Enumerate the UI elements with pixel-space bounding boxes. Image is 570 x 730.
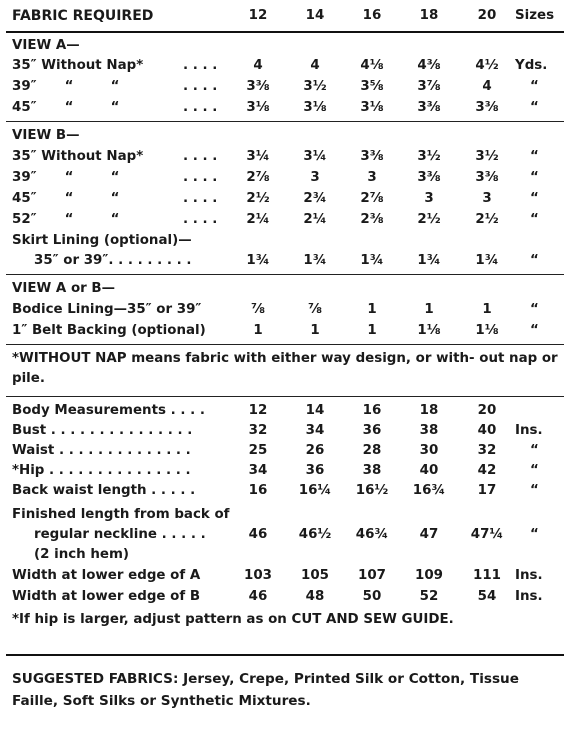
body-measurements-label: Body Measurements . . . . [12,403,205,418]
size-18-heading: 18 [419,8,439,23]
value-20: 3 [482,191,492,206]
value-12: 16 [248,483,268,498]
sizes-label: Sizes [515,8,555,23]
divider [6,654,564,656]
value-12: 25 [248,443,268,458]
finished-length-row [0,525,570,545]
size-16-heading: 16 [362,8,382,23]
view-b-row [0,168,570,188]
row-label: 35″ Without Nap* [12,58,144,73]
unit: Ins. [515,589,543,604]
unit: “ [530,212,539,227]
value-20: 17 [477,483,497,498]
value-12: 3⅜ [246,79,270,94]
row-label: Bodice Lining—35″ or 39″ [12,302,202,317]
value-18: 1 [424,302,434,317]
value-14: 3 [310,170,320,185]
view-b-row [0,210,570,230]
value-18: 3½ [417,149,441,164]
value-14: 1 [310,323,320,338]
body-row [0,421,570,441]
value-14: 36 [305,463,325,478]
value-18: 3⅜ [417,170,441,185]
unit: “ [530,253,539,268]
view-ab-row [0,300,570,320]
unit: “ [530,170,539,185]
value-20: 1 [482,302,492,317]
header-row [0,6,570,26]
unit: “ [530,443,539,458]
value-20: 111 [473,568,501,583]
row-label: Bust . . . . . . . . . . . . . . . [12,423,193,438]
value-18: 40 [419,463,439,478]
size-14-heading: 14 [305,8,325,23]
value-20: 42 [477,463,497,478]
value-20: 32 [477,443,497,458]
value-16: 3⅛ [360,100,384,115]
value-20: 20 [477,403,497,418]
value-20: 40 [477,423,497,438]
value-18: 1⅛ [417,323,441,338]
value-14: 3⅛ [303,100,327,115]
leader-dots: . . . . [183,212,218,227]
value-16: 4⅛ [360,58,384,73]
body-row [0,461,570,481]
value-18: 4⅜ [417,58,441,73]
width-row [0,587,570,607]
finished-length-title-row [0,505,570,525]
value-16: 3⅝ [360,79,384,94]
value-18: 3⅞ [417,79,441,94]
hem-note-row [0,545,570,565]
row-label: 39″ “ “ [12,170,120,185]
value-12: 2½ [246,191,270,206]
value-20: 3⅜ [475,100,499,115]
view-a-row [0,77,570,97]
value-16: 38 [362,463,382,478]
row-label: Width at lower edge of B [12,589,201,604]
divider [6,274,564,275]
value-12: 2¼ [246,212,270,227]
row-label: 1″ Belt Backing (optional) [12,323,206,338]
value-14: 14 [305,403,325,418]
value-18: 52 [419,589,439,604]
value-20: 2½ [475,212,499,227]
leader-dots: . . . . [183,170,218,185]
value-14: 48 [305,589,325,604]
value-18: 3 [424,191,434,206]
value-20: 1⅛ [475,323,499,338]
value-14: 3¼ [303,149,327,164]
view-a-title: VIEW A— [12,38,80,53]
row-label: 52″ “ “ [12,212,120,227]
view-ab-row [0,321,570,341]
value-14: 46½ [298,527,332,542]
hem-note: (2 inch hem) [34,547,130,562]
value-14: 16¼ [298,483,332,498]
value-20: 4½ [475,58,499,73]
view-b-row [0,147,570,167]
value-16: 1 [367,323,377,338]
value-18: 18 [419,403,439,418]
view-ab-title: VIEW A or B— [12,281,116,296]
value-12: 103 [244,568,272,583]
value-14: ⅞ [308,302,322,317]
view-a-row [0,98,570,118]
value-20: 4 [482,79,492,94]
size-20-heading: 20 [477,8,497,23]
value-16: 16½ [355,483,389,498]
value-14: 34 [305,423,325,438]
value-16: 107 [358,568,386,583]
value-16: 28 [362,443,382,458]
value-18: 2½ [417,212,441,227]
value-12: 12 [248,403,268,418]
finished-length-label: Finished length from back of [12,507,230,522]
leader-dots: . . . . [183,149,218,164]
unit: “ [530,527,539,542]
value-12: 46 [248,527,268,542]
value-18: 109 [415,568,443,583]
row-label: 35″ Without Nap* [12,149,144,164]
skirt-lining-label: Skirt Lining (optional)— [12,233,192,248]
leader-dots: . . . . [183,191,218,206]
divider [6,121,564,122]
divider [6,344,564,345]
value-14: 1¾ [303,253,327,268]
skirt-lining-title-row [0,231,570,251]
view-ab-title-row [0,279,570,299]
skirt-lining-sub-label: 35″ or 39″. . . . . . . . . [34,253,192,268]
value-14: 2¾ [303,191,327,206]
unit: “ [530,483,539,498]
nap-note: *WITHOUT NAP means fabric with either way design, or with- out nap or pile. [12,351,558,386]
view-b-title-row [0,126,570,146]
value-12: 1¾ [246,253,270,268]
value-20: 1¾ [475,253,499,268]
unit: “ [530,463,539,478]
value-16: 50 [362,589,382,604]
value-16: 1 [367,302,377,317]
row-label: 45″ “ “ [12,100,120,115]
value-14: 26 [305,443,325,458]
value-12: 3¼ [246,149,270,164]
value-12: 4 [253,58,263,73]
value-18: 30 [419,443,439,458]
value-18: 3⅜ [417,100,441,115]
hip-note-row [0,610,570,630]
value-14: 2¼ [303,212,327,227]
value-20: 3½ [475,149,499,164]
row-label: Back waist length . . . . . [12,483,196,498]
row-label: 45″ “ “ [12,191,120,206]
divider [6,31,564,33]
value-12: 32 [248,423,268,438]
body-row [0,441,570,461]
value-16: 36 [362,423,382,438]
leader-dots: . . . . [183,79,218,94]
row-label: Width at lower edge of A [12,568,201,583]
unit: “ [530,79,539,94]
unit: “ [530,191,539,206]
unit: “ [530,149,539,164]
unit: “ [530,302,539,317]
body-header-row [0,401,570,421]
value-16: 46¾ [355,527,389,542]
value-14: 3½ [303,79,327,94]
value-14: 4 [310,58,320,73]
hip-note: *If hip is larger, adjust pattern as on CUT AND SEW GUIDE. [12,612,454,627]
value-12: 46 [248,589,268,604]
unit: Ins. [515,568,543,583]
value-18: 38 [419,423,439,438]
value-20: 54 [477,589,497,604]
size-12-heading: 12 [248,8,268,23]
value-18: 16¾ [412,483,446,498]
value-20: 3⅜ [475,170,499,185]
value-12: 34 [248,463,268,478]
unit: Ins. [515,423,543,438]
unit: Yds. [515,58,548,73]
value-16: 1¾ [360,253,384,268]
value-16: 2⅜ [360,212,384,227]
row-label: *Hip . . . . . . . . . . . . . . . [12,463,191,478]
skirt-lining-row [0,251,570,271]
leader-dots: . . . . [183,58,218,73]
divider [6,396,564,397]
row-label: 39″ “ “ [12,79,120,94]
value-12: 1 [253,323,263,338]
leader-dots: . . . . [183,100,218,115]
value-14: 105 [301,568,329,583]
row-label: Waist . . . . . . . . . . . . . . [12,443,191,458]
value-12: 2⅞ [246,170,270,185]
value-12: 3⅛ [246,100,270,115]
value-12: ⅞ [251,302,265,317]
view-a-title-row [0,36,570,56]
suggested-fabrics: SUGGESTED FABRICS: Jersey, Crepe, Printed Silk or Cotton, Tissue Faille, Soft Silks or Synthetic Mixtures. [12,671,519,709]
view-a-row [0,56,570,76]
unit: “ [530,323,539,338]
width-row [0,566,570,586]
value-18: 47 [419,527,439,542]
body-row [0,481,570,501]
value-20: 47¼ [470,527,504,542]
value-16: 16 [362,403,382,418]
value-16: 3⅜ [360,149,384,164]
unit: “ [530,100,539,115]
header-title: FABRIC REQUIRED [12,8,154,24]
view-b-title: VIEW B— [12,128,80,143]
view-b-row [0,189,570,209]
value-18: 1¾ [417,253,441,268]
finished-length-sub-label: regular neckline . . . . . [34,527,206,542]
value-16: 2⅞ [360,191,384,206]
value-16: 3 [367,170,377,185]
